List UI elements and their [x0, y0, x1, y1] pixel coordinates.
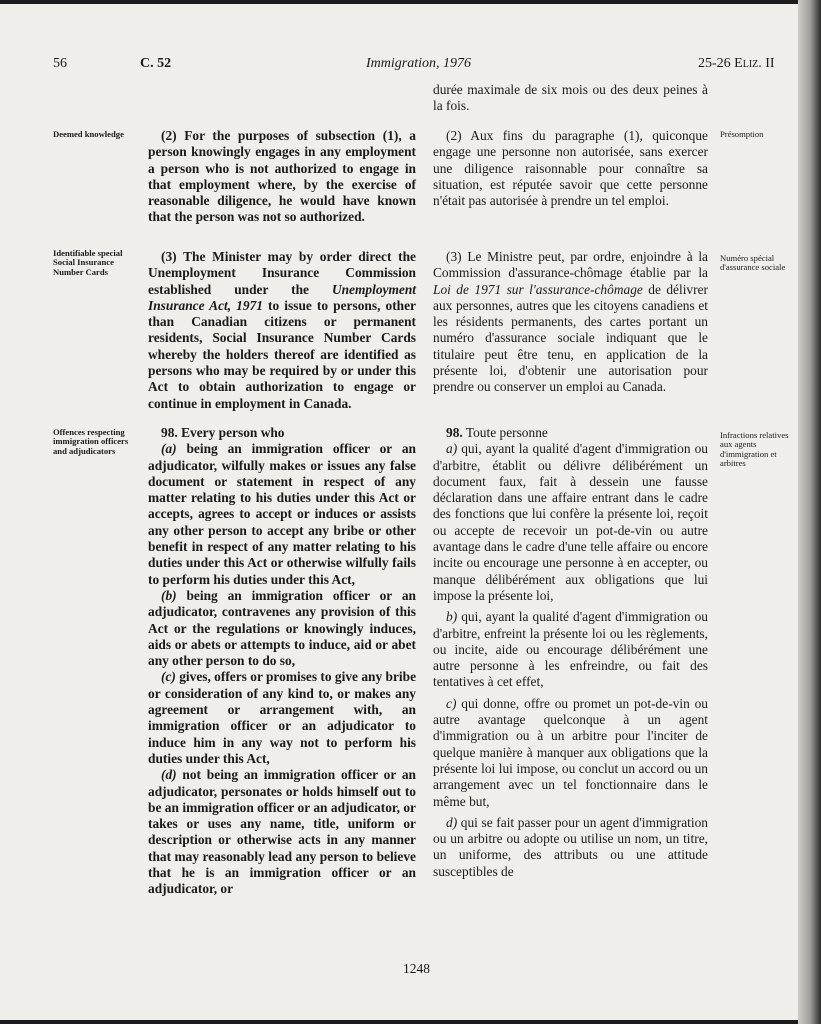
french-section-98 [433, 425, 708, 880]
margin-note-identifiable-sin-cards: Identifiable special Social Insurance Number Cards [53, 248, 123, 277]
book-spine-shadow [798, 0, 821, 1024]
running-title: Immigration, 1976 [366, 56, 471, 71]
french-para-d [433, 815, 708, 880]
english-para-c-label: (c) [161, 669, 176, 685]
french-para-c-label: c) [446, 695, 457, 711]
english-para-d-label: (d) [161, 767, 177, 783]
french-para-d-label: d) [446, 814, 458, 830]
margin-note-offences: Offences respecting immigration officers and adjudicators [53, 427, 129, 456]
english-s3-text-b: to issue to persons, other than Canadian citizens or permanent residents, Social Insurance Number Cards whereby the holders thereof are identified as persons who may be required by or under this Act to obtain authorization to engage or continue in employment in Canada. [148, 297, 416, 411]
french-para-a-text: qui, ayant la qualité d'agent d'immigration ou d'arbitre, établit ou délivre délibérément un document faux, fait à dessein une fausse déclaration dans une affaire entrant dans le cadre des fonctions que lui confère la présente loi, reçoit ou accepte de recevoir un pot-de-vin ou autre avantage dans le cadre d'une telle affaire ou encore incite ou encourage une personne à en accepter, ou manque délibérément aux obligations que lui impose la présente loi, [433, 441, 708, 603]
french-s3-act-name: Loi de 1971 sur l'assurance-chômage [433, 281, 643, 297]
french-s3-text-b: de délivrer aux personnes, autres que les citoyens canadiens et les résidents permanents, des cartes portant un numéro d'assurance sociale indiquant que le titulaire peut être tenu, en application de la présente loi, d'obtenir une autorisation pour prendre ou conserver un emploi au Canada. [433, 281, 708, 395]
statute-page [0, 4, 798, 1020]
french-para-d-text: qui se fait passer pour un agent d'immigration ou un arbitre ou adopte ou utilise un nom, un titre, un uniforme, des attributs ou une attitude susceptibles de [433, 814, 708, 879]
english-para-c-text: gives, offers or promises to give any bribe or consideration of any kind to, or makes any agreement or arrangement with, an immigration officer or an adjudicator to induce him in any way not to perform his duties under this Act, [148, 669, 417, 766]
french-cont-text: durée maximale de six mois ou des deux peines à la fois. [433, 82, 708, 114]
english-para-b-text: being an immigration officer or an adjudicator, contravenes any provision of this Act or the regulations or knowingly induces, aids or abets or attempts to induce, aid or abet any other person to do so, [148, 587, 416, 669]
english-s98-heading [148, 425, 416, 441]
english-para-d-text: not being an immigration officer or an adjudicator, personates or holds himself out to be an immigration officer or an adjudicator, or takes or uses any name, title, uniform or description or otherwise acts in any manner that may reasonably lead any person to believe that he is an immigration officer or an adjudicator, or [148, 767, 416, 897]
english-para-b [148, 588, 416, 669]
english-s2-text: (2) For the purposes of subsection (1), a person knowingly engages in any employment a person who is not authorized to engage in that employment where, by the exercise of reasonable diligence, he would have known that the person was not so authorized. [148, 128, 416, 225]
french-subsection-3 [433, 249, 708, 396]
chapter-number: C. 52 [140, 56, 172, 71]
french-s98-heading [433, 425, 708, 441]
margin-note-numero-special: Numéro spécial d'assurance sociale [720, 253, 786, 273]
french-para-b-text: qui, ayant la qualité d'agent d'immigration ou d'arbitre, enfreint la présente loi ou les règlements, ou incite, aide ou encourage délibérément une autre personne à les enfreindre, ou fait des tentatives à cet effet, [433, 609, 708, 690]
english-para-d [148, 767, 416, 897]
regnal-year: 25-26 Eliz. II [698, 56, 775, 71]
english-para-a [148, 441, 416, 588]
english-para-a-text: being an immigration officer or an adjudicator, wilfully makes or issues any false document or statement in respect of any matter relating to his duties under this Act or accepts, agrees to accept or induces or assists any other person to accept any bribe or other benefit in respect of any matter relating to his duties under this Act or otherwise wilfully fails to perform his duties under this Act, [148, 441, 416, 587]
english-para-a-label: (a) [161, 441, 177, 457]
english-section-98 [148, 425, 416, 898]
french-s3-paragraph [433, 249, 708, 396]
french-para-b [433, 609, 708, 690]
english-s98-number: 98. [161, 425, 178, 440]
french-s98-number: 98. [446, 425, 463, 440]
margin-note-presomption: Présomption [720, 129, 764, 139]
english-s3-act-name: Unemployment Insurance Act, 1971 [148, 281, 416, 313]
folio-number: 1248 [403, 961, 430, 976]
french-continuation [433, 82, 708, 115]
english-para-b-label: (b) [161, 587, 177, 603]
english-s3-text-a: (3) The Minister may by order direct the Unemployment Insurance Commission established under the [148, 249, 416, 297]
english-s98-intro: Every person who [177, 425, 285, 440]
french-para-c-text: qui donne, offre ou promet un pot-de-vin ou autre avantage quelconque à un agent d'immigration ou à un arbitre pour l'inciter de quelque manière à manquer aux obligations que la présente loi lui impose, ou conclut un accord ou un arrangement avec un tel fonctionnaire dans le même but, [433, 695, 708, 809]
french-s3-text-a: (3) Le Ministre peut, par ordre, enjoindre à la Commission d'assurance-chômage établie par la [433, 249, 708, 281]
french-para-c [433, 696, 708, 810]
english-para-c [148, 669, 416, 767]
margin-note-deemed-knowledge: Deemed knowledge [53, 129, 124, 139]
margin-note-infractions: Infractions relatives aux agents d'immigration et arbitres [720, 430, 789, 469]
french-para-a-label: a) [446, 441, 458, 457]
french-s98-intro: Toute personne [462, 425, 548, 440]
french-para-b-label: b) [446, 609, 458, 625]
english-s3-paragraph [148, 249, 416, 412]
english-subsection-3 [148, 249, 416, 412]
french-para-a [433, 441, 708, 604]
page-number: 56 [53, 56, 67, 71]
french-subsection-2 [433, 128, 708, 209]
french-s2-text: (2) Aux fins du paragraphe (1), quiconque engage une personne non autorisée, sans exercer une diligence raisonnable pour connaître sa situation, est réputée savoir que cette personne n'était pas autorisée à prendre un tel emploi. [433, 128, 708, 209]
english-subsection-2 [148, 128, 416, 226]
